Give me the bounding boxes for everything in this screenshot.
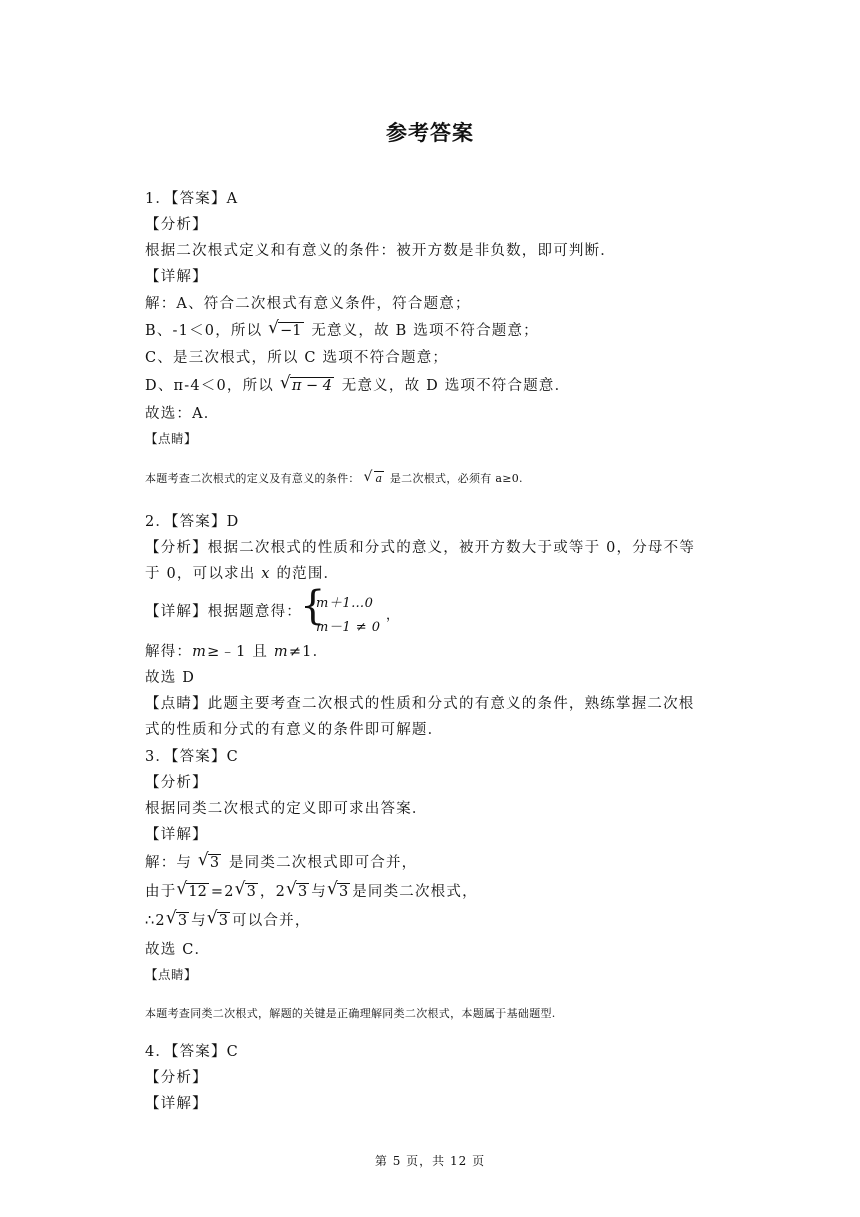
sqrt-3: √ 3 [206, 908, 229, 929]
sqrt-pi-minus-4-body: π − 4 [291, 378, 332, 394]
q2-solve-post: ≠1． [288, 644, 329, 660]
sqrt-a: √ a [363, 469, 383, 485]
q2-detail: 【详解】根据题意得： [145, 604, 302, 620]
q3-comment: 本题考查同类二次根式，解题的关键是正确理解同类二次根式，本题属于基础题型. [145, 1007, 556, 1020]
q3-line3-pre: ∴2 [145, 913, 166, 929]
q3-analysis: 根据同类二次根式的定义即可求出答案． [145, 801, 428, 817]
q2-solve-m2: m [273, 644, 289, 660]
q1-comment-label: 【点睛】 [145, 431, 198, 446]
q3-line1-pre: 解：与 [145, 855, 193, 871]
q3-line2-eq: =2 [210, 884, 235, 900]
sqrt-a-body: a [375, 472, 383, 485]
q3-comment-label: 【点睛】 [145, 967, 198, 982]
q1-line-d-post: 无意义，故 D 选项不符合题意． [341, 378, 571, 394]
q2-solve [145, 642, 328, 662]
sqrt-neg1-body: −1 [280, 323, 302, 339]
q1-comment-pre: 本题考查二次根式的定义及有意义的条件： [145, 472, 360, 485]
sqrt-3-body: 3 [246, 884, 256, 900]
q2-answer: 2．【答案】D [145, 514, 240, 530]
q3-line3-post: 可以合并， [232, 913, 311, 929]
q3-line-2 [145, 879, 478, 902]
q1-comment [145, 469, 523, 489]
q2-analysis-2-var: x [261, 566, 271, 582]
q1-comment-post: 是二次根式，必须有 a≥0. [389, 472, 523, 485]
q2-analysis-2 [145, 564, 339, 584]
q1-line-d [145, 373, 571, 396]
q1-line-b-pre: B、-1＜0，所以 [145, 323, 263, 339]
q2-solve-mid: ≥﹣1 且 [207, 644, 269, 660]
q1-line-b-post: 无意义，故 B 选项不符合题意； [311, 323, 539, 339]
q2-analysis-2-pre: 于 0，可以求出 [145, 566, 256, 582]
sqrt-neg1: √ −1 [268, 318, 302, 339]
q2-analysis-2-post: 的范围． [276, 566, 340, 582]
q4-detail-label: 【详解】 [145, 1096, 208, 1112]
q2-choose: 故选 D [145, 670, 196, 686]
equation-tail: ， [386, 608, 400, 623]
q3-detail-label: 【详解】 [145, 827, 208, 843]
q2-solve-pre: 解得： [145, 644, 193, 660]
sqrt-3-body: 3 [338, 884, 349, 900]
q1-analysis-label: 【分析】 [145, 217, 208, 233]
q3-line2-sep: ，2 [259, 884, 287, 900]
sqrt-3-body: 3 [177, 913, 188, 929]
q3-line3-with: 与 [191, 913, 207, 929]
q4-answer: 4．【答案】C [145, 1044, 239, 1060]
sqrt-3-body: 3 [298, 884, 308, 900]
sqrt-3: √ 3 [326, 879, 349, 900]
q3-analysis-label: 【分析】 [145, 775, 208, 791]
sqrt-3: √ 3 [286, 879, 308, 900]
q3-line-1 [145, 850, 418, 873]
sqrt-3: √ 3 [165, 908, 188, 929]
equation-2: m－1 ≠ 0 [316, 620, 381, 635]
sqrt-3: √ 3 [197, 850, 220, 871]
sqrt-3-body: 3 [218, 913, 229, 929]
sqrt-3: √ 3 [234, 879, 256, 900]
sqrt-pi-minus-4: √ π − 4 [279, 373, 332, 394]
q3-line2-pre: 由于 [145, 884, 177, 900]
q1-answer: 1．【答案】A [145, 191, 239, 207]
q3-line2-post: 是同类二次根式， [352, 884, 478, 900]
q2-analysis-1: 【分析】根据二次根式的性质和分式的意义，被开方数大于或等于 0，分母不等 [145, 540, 696, 556]
q3-line2-with: 与 [311, 884, 327, 900]
q3-line1-post: 是同类二次根式即可合并， [228, 855, 418, 871]
brace-symbol: { [300, 583, 326, 629]
q2-comment-2: 式的性质和分式的有意义的条件即可解题． [145, 722, 444, 738]
equation-1: m＋1…0 [316, 596, 374, 611]
q4-analysis-label: 【分析】 [145, 1070, 208, 1086]
q3-answer: 3．【答案】C [145, 749, 239, 765]
q1-choose: 故选：A． [145, 406, 220, 422]
q1-line-a: 解：A、符合二次根式有意义条件，符合题意； [145, 296, 471, 312]
q3-choose: 故选 C． [145, 942, 211, 958]
q1-analysis: 根据二次根式定义和有意义的条件：被开方数是非负数，即可判断． [145, 243, 616, 259]
q1-detail-label: 【详解】 [145, 269, 208, 285]
q1-line-b [145, 318, 539, 341]
page-title: 参考答案 [386, 120, 474, 145]
sqrt-3-body: 3 [209, 855, 220, 871]
q1-line-c: C、是三次根式，所以 C 选项不符合题意； [145, 350, 449, 366]
sqrt-12: √ 12 [176, 879, 207, 900]
q1-line-d-pre: D、π-4＜0，所以 [145, 378, 275, 394]
page-footer: 第 5 页，共 12 页 [374, 1154, 486, 1168]
q2-comment-1: 【点睛】此题主要考查二次根式的性质和分式的有意义的条件，熟练掌握二次根 [145, 696, 695, 712]
q2-solve-m1: m [192, 644, 208, 660]
q3-line-3 [145, 908, 311, 931]
sqrt-12-body: 12 [188, 884, 207, 900]
